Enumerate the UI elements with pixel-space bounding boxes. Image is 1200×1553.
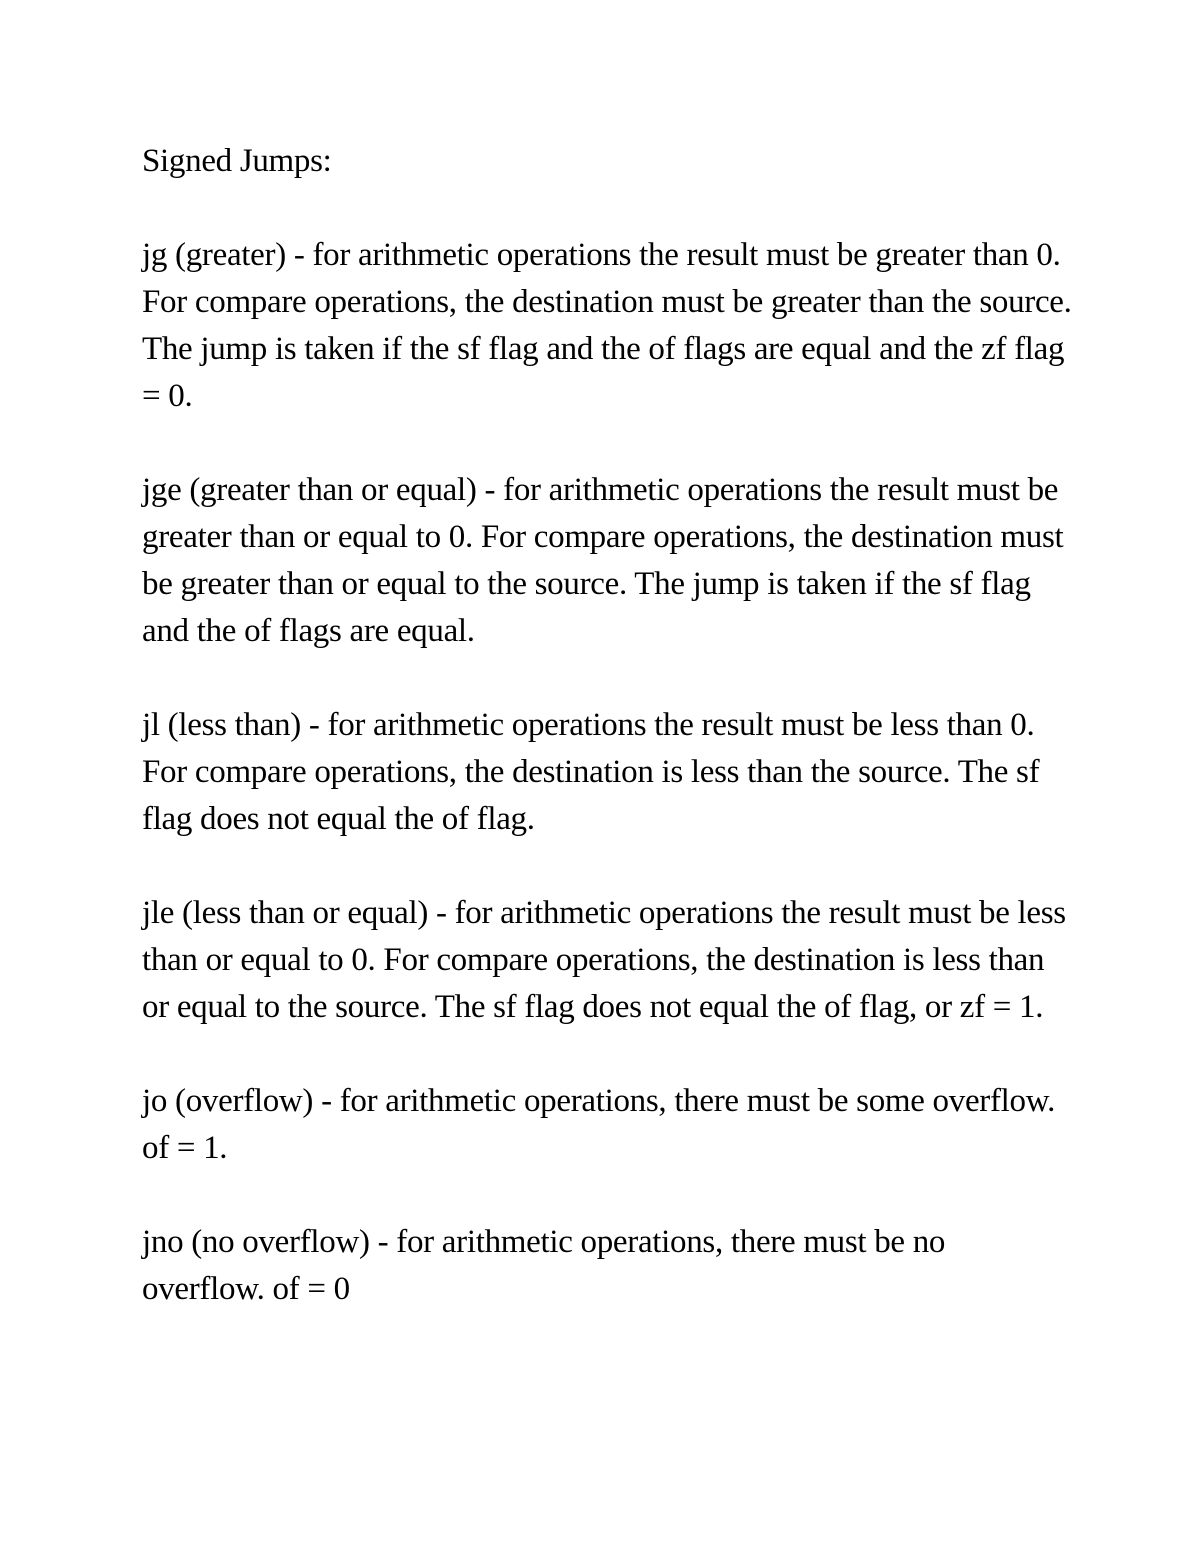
paragraph-jl: jl (less than) - for arithmetic operations the result must be less than 0. For compare operations, the destination is less than the source. The sf flag does not equal the of flag. xyxy=(142,707,1040,837)
paragraph-jo: jo (overflow) - for arithmetic operations, there must be some overflow. of = 1. xyxy=(142,1083,1056,1166)
document-body xyxy=(142,138,1072,1313)
paragraph-jle: jle (less than or equal) - for arithmetic operations the result must be less than or equal to 0. For compare operations, the destination is less than or equal to the source. The sf flag does not equal the of flag, or zf = 1. xyxy=(142,895,1066,1025)
page-title: Signed Jumps: xyxy=(142,143,332,179)
paragraph-jno: jno (no overflow) - for arithmetic operations, there must be no overflow. of = 0 xyxy=(142,1224,946,1307)
paragraph-jg: jg (greater) - for arithmetic operations the result must be greater than 0. For compare operations, the destination must be greater than the source. The jump is taken if the sf flag and the of flags are equal and the zf flag = 0. xyxy=(142,237,1072,414)
paragraph-jge: jge (greater than or equal) - for arithmetic operations the result must be greater than or equal to 0. For compare operations, the destination must be greater than or equal to the source. The jump is taken if the sf flag and the of flags are equal. xyxy=(142,472,1064,649)
